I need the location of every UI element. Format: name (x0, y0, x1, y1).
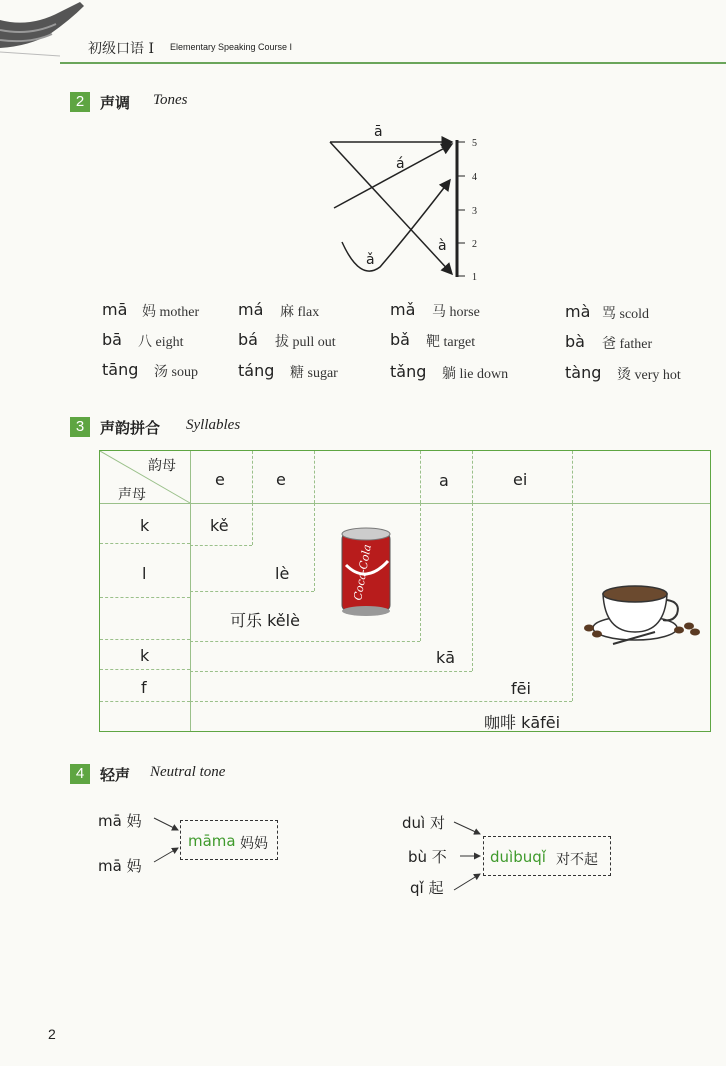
header-rule (60, 62, 726, 64)
initial-label: l (142, 564, 147, 583)
final-header: e (215, 470, 225, 489)
tone-level-5: 5 (472, 138, 477, 149)
section-number: 4 (70, 764, 90, 784)
tone-example-gloss: 麻 flax (280, 305, 320, 320)
initial-label: k (140, 646, 150, 665)
tone-level-1: 1 (472, 272, 477, 283)
tone-example-pinyin: tāng (102, 360, 139, 379)
corner-label-initials: 声母 (118, 487, 146, 503)
initial-label: f (141, 678, 147, 697)
header-title-en: Elementary Speaking Course I (170, 42, 293, 52)
page-number: 2 (48, 1026, 56, 1042)
neutral-result-pinyin: māma (188, 832, 236, 850)
tone-example-pinyin: tǎng (390, 362, 427, 381)
final-header: a (439, 471, 449, 490)
section-number: 3 (70, 417, 90, 437)
syllable-cell: 咖啡 kāfēi (484, 713, 561, 732)
tone-example-pinyin: bà (565, 332, 585, 351)
neutral-source-syllable: mā 妈 (98, 857, 142, 875)
tone-example-pinyin: má (238, 300, 264, 319)
section-title-en: Neutral tone (150, 764, 226, 780)
initial-label: k (140, 516, 150, 535)
roof-decoration (0, 0, 92, 60)
final-header: e (276, 470, 286, 489)
neutral-arrows (140, 800, 620, 900)
syllable-cell: kě (210, 516, 229, 535)
tone-example-gloss: 躺 lie down (442, 367, 509, 382)
section-number: 2 (70, 92, 90, 112)
header-title-cn: 初级口语 I (88, 41, 154, 57)
tone-example-gloss: 八 eight (138, 335, 184, 350)
tone-example-gloss: 糖 sugar (290, 366, 338, 381)
tone-example-gloss: 烫 very hot (617, 368, 681, 383)
tone-example-pinyin: tàng (565, 363, 602, 382)
tone-example-pinyin: bá (238, 330, 258, 349)
section-title-en: Tones (153, 92, 188, 108)
tone-example-pinyin: bǎ (390, 330, 410, 349)
fourth-tone-label: à (438, 238, 447, 254)
third-tone-label: ǎ (366, 252, 375, 268)
tone-example-gloss: 拔 pull out (275, 335, 336, 350)
tone-level-2: 2 (472, 239, 477, 250)
tone-example-gloss: 妈 mother (142, 305, 200, 320)
third-tone-line (342, 180, 450, 271)
tone-example-gloss: 爸 father (602, 337, 653, 352)
neutral-source-syllable: qǐ 起 (410, 879, 444, 897)
tone-example-gloss: 靶 target (426, 335, 476, 350)
tone-example-gloss: 骂 scold (602, 307, 650, 322)
syllable-cell: 可乐 kělè (230, 611, 300, 630)
corner-label-finals: 韵母 (148, 458, 176, 474)
first-tone-label: ā (374, 124, 383, 140)
section-title-cn: 声调 (100, 94, 131, 112)
neutral-source-syllable: bù 不 (408, 848, 447, 866)
second-tone-label: á (396, 156, 405, 172)
tone-level-4: 4 (472, 172, 477, 183)
neutral-result-characters: 对不起 (556, 852, 598, 868)
section-title-cn: 轻声 (100, 766, 131, 784)
cola-can-image (338, 525, 394, 617)
neutral-source-syllable: mā 妈 (98, 812, 142, 830)
tone-diagram (320, 122, 490, 287)
syllable-cell: kā (436, 648, 456, 667)
tone-level-3: 3 (472, 206, 477, 217)
svg-text:Coca-Cola: Coca-Cola (351, 543, 374, 602)
tone-example-gloss: 马 horse (432, 305, 480, 320)
tone-example-gloss: 汤 soup (154, 365, 198, 380)
neutral-source-syllable: duì 对 (402, 814, 445, 832)
section-title-en: Syllables (186, 417, 241, 433)
tone-example-pinyin: mà (565, 302, 591, 321)
tone-example-pinyin: mǎ (390, 300, 416, 319)
coffee-cup-image (583, 572, 701, 648)
second-tone-line (334, 144, 452, 208)
final-header: ei (513, 470, 528, 489)
neutral-result-characters: 妈妈 (240, 836, 268, 852)
neutral-result-pinyin: duìbuqǐ (490, 848, 546, 866)
tone-example-pinyin: táng (238, 361, 275, 380)
tone-example-pinyin: mā (102, 300, 128, 319)
syllable-cell: fēi (511, 679, 531, 698)
section-title-cn: 声韵拼合 (100, 419, 161, 437)
tone-example-pinyin: bā (102, 330, 122, 349)
syllable-cell: lè (275, 564, 290, 583)
